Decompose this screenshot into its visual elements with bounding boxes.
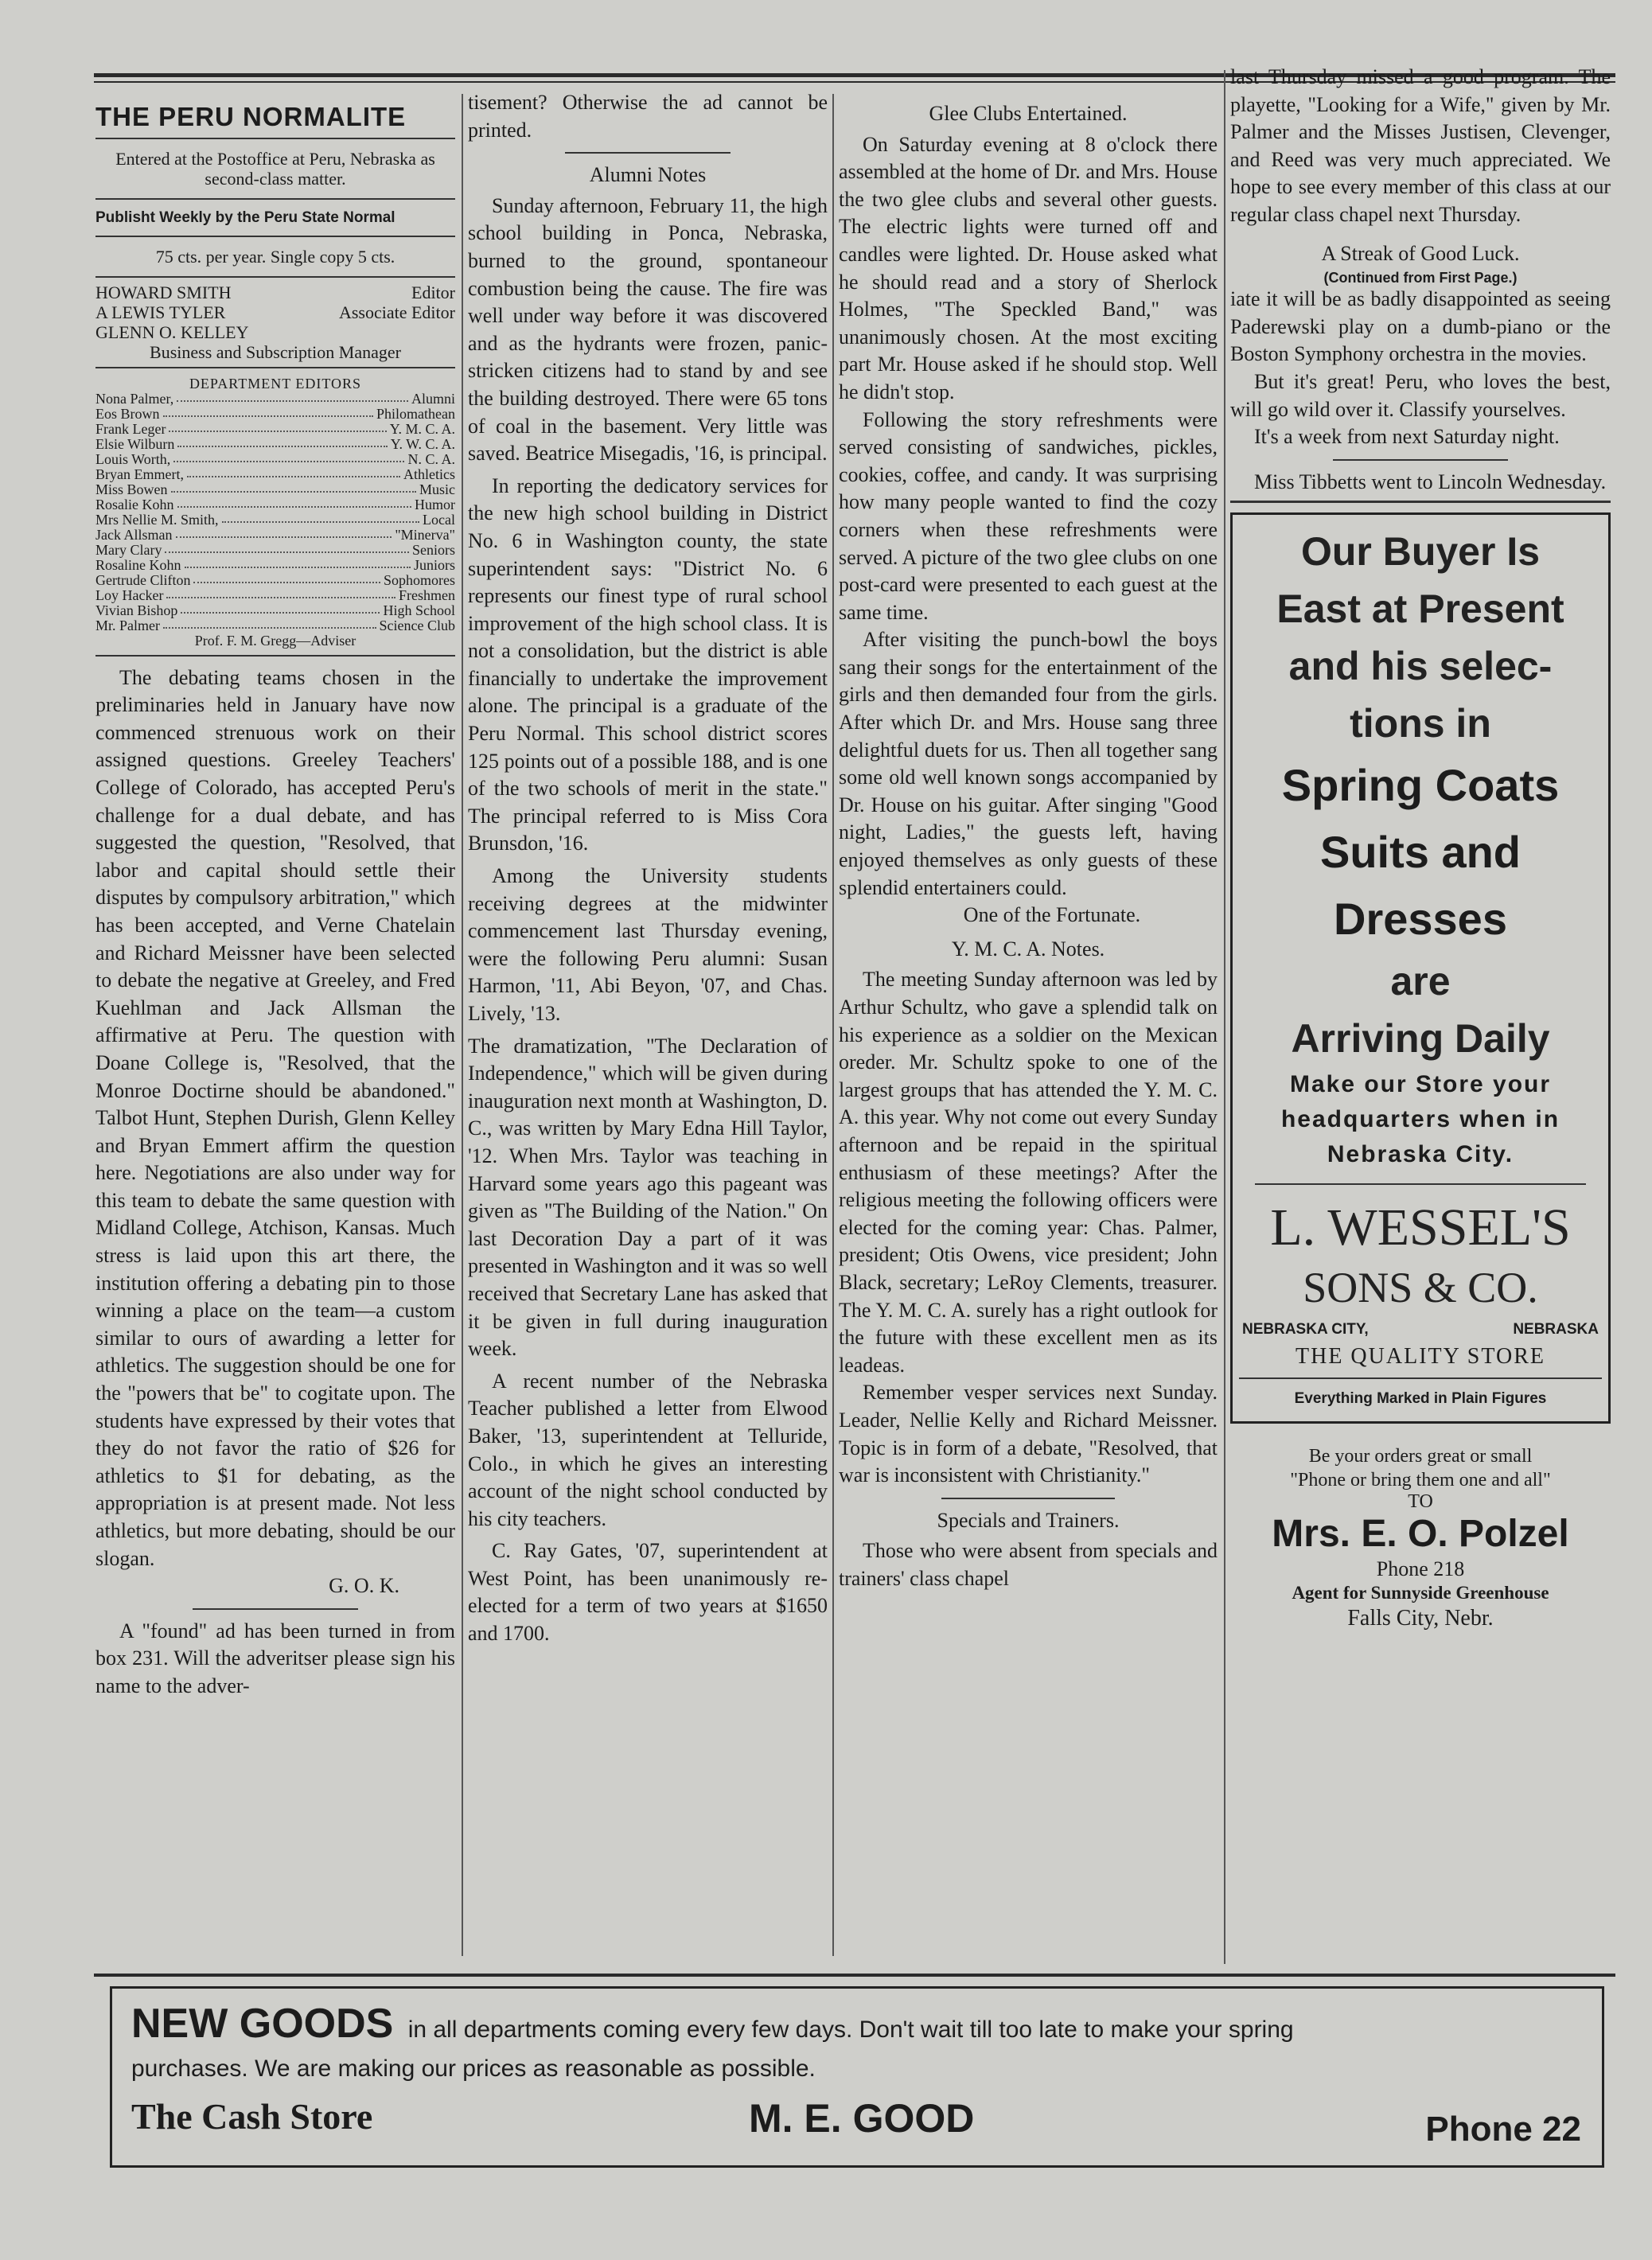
column-divider xyxy=(462,94,463,1956)
specials-paragraph: Those who were absent from specials and trainers' class chapel xyxy=(839,1539,1218,1590)
glee-paragraph: After visiting the punch-bowl the boys sang their songs for the entertainment of the girls and then demanded four from the girls. After which Dr. and Mrs. House sang three delightful duets for us. Then all together sang some old well known songs accompanied by Dr. House on his guitar. After singing "Good night, Ladies," the guests left, having enjoyed themselves as only guests of these splendid entertainers could. xyxy=(839,628,1218,899)
department-editor-row: Mrs Nellie M. Smith, Local xyxy=(95,511,455,528)
divider xyxy=(95,276,455,278)
new-goods-title: NEW GOODS xyxy=(131,2001,394,2047)
department-editor-row: Rosalie Kohn Humor xyxy=(95,496,455,512)
column-divider xyxy=(1224,70,1225,1964)
divider xyxy=(565,152,731,154)
ad-city: Falls City, Nebr. xyxy=(1347,1605,1494,1631)
price-notice: 75 cts. per year. Single copy 5 cts. xyxy=(155,246,395,267)
ad-city-row: NEBRASKA CITY, NEBRASKA xyxy=(1242,1321,1599,1338)
continued-text: last Thursday missed a good program. The playette, "Looking for a Wife," given by Mr. Palmer and the Misses Justisen, Clevenger, and Reed was very much appreciated. We hope to see every member of this class at our regular class chapel next Thursday. xyxy=(1230,65,1611,226)
ad-firm-name: SONS & CO. xyxy=(1303,1264,1538,1312)
ad-line: headquarters when in xyxy=(1280,1106,1560,1133)
ad-item: Suits and xyxy=(1319,827,1521,878)
department-editor-row: Jack Allsman "Minerva" xyxy=(95,526,455,543)
column-1 xyxy=(95,89,455,1701)
ad-phone: Phone 218 xyxy=(1376,1557,1465,1580)
ad-line: "Phone or bring them one and all" xyxy=(1290,1469,1551,1490)
department-editors-list xyxy=(95,392,455,633)
alumni-paragraph: C. Ray Gates, '07, superintendent at West Point, has been unanimously re-elected for a term of two years at $1650 and 1700. xyxy=(468,1539,828,1646)
alumni-paragraph: A recent number of the Nebraska Teacher published a letter from Elwood Baker, '13, superintendent at Telluride, Colo., in which he gives an interesting account of the night school conducted by his city teachers. xyxy=(468,1369,828,1530)
business-manager-title: Business and Subscription Manager xyxy=(150,341,401,362)
specials-heading: Specials and Trainers. xyxy=(937,1508,1120,1532)
column-divider xyxy=(832,94,834,1956)
good-luck-paragraph: But it's great! Peru, who loves the best, will go wild over it. Classify yourselves. xyxy=(1230,369,1611,421)
department-editor-row: Eos Brown Philomathean xyxy=(95,405,455,422)
ad-line: TO xyxy=(1408,1490,1433,1512)
staff-row: GLENN O. KELLEY xyxy=(95,321,249,342)
department-editor-row: Loy Hacker Freshmen xyxy=(95,586,455,603)
divider xyxy=(95,198,455,200)
good-luck-paragraph: iate it will be as badly disappointed as seeing Paderewski play on a dumb-piano or the Boston Symphony orchestra in the movies. xyxy=(1230,287,1611,366)
divider xyxy=(1239,1377,1602,1379)
bottom-rule xyxy=(94,1974,1615,1977)
ad-line: are xyxy=(1390,959,1451,1004)
ad-line: Our Buyer Is xyxy=(1300,529,1541,575)
divider xyxy=(1333,459,1508,461)
department-editor-row: Nona Palmer, Alumni xyxy=(95,390,455,407)
department-editor-row: Vivian Bishop High School xyxy=(95,602,455,618)
ad-text: in all departments coming every few days. Don't wait till too late to make your spring xyxy=(407,2016,1294,2043)
cash-store-advertisement xyxy=(110,1986,1604,2168)
divider xyxy=(95,367,455,368)
column-4 xyxy=(1230,64,1611,1632)
ad-quality: THE QUALITY STORE xyxy=(1295,1344,1545,1370)
department-editor-row: Frank Leger Y. M. C. A. xyxy=(95,420,455,437)
ad-line: Nebraska City. xyxy=(1327,1141,1514,1168)
divider xyxy=(1230,501,1611,503)
alumni-notes-heading: Alumni Notes xyxy=(589,163,707,187)
ad-line: and his selec- xyxy=(1288,644,1553,689)
ad-line: tions in xyxy=(1350,701,1491,746)
divider xyxy=(1255,1183,1586,1185)
good-luck-paragraph: It's a week from next Saturday night. xyxy=(1254,425,1560,449)
glee-paragraph: On Saturday evening at 8 o'clock there assembled at the home of Dr. and Mrs. House the two glee clubs and several other guests. The electric lights were turned off and candles were lighted. Dr. House asked what he should read and a story of Sherlock Holmes, "The Speckled Band," was unanimously chosen. At the most exciting part Mr. House asked if he should stop. Well he didn't stop. xyxy=(839,132,1218,403)
department-editor-row: Elsie Wilburn Y. W. C. A. xyxy=(95,435,455,452)
ymca-heading: Y. M. C. A. Notes. xyxy=(951,937,1105,961)
ad-line: Arriving Daily xyxy=(1291,1016,1550,1062)
ad-line: East at Present xyxy=(1276,586,1564,632)
published-notice: Publisht Weekly by the Peru State Normal xyxy=(95,208,395,226)
store-name: The Cash Store xyxy=(131,2096,373,2137)
alumni-paragraph: Among the University students receiving degrees at the midwinter commencement last Thursday evening, were the following Peru alumni: Susan Harmon, '11, Abi Beyon, '07, and Chas. Lively, '13. xyxy=(468,864,828,1025)
divider xyxy=(95,138,455,139)
local-note: Miss Tibbetts went to Lincoln Wednesday. xyxy=(1254,470,1607,493)
department-editor-row: Gertrude Clifton Sophomores xyxy=(95,571,455,588)
department-editor-row: Mary Clary Seniors xyxy=(95,541,455,558)
divider xyxy=(95,655,455,657)
alumni-paragraph: The dramatization, "The Declaration of Independence," which will be given during inauguration next month at Washington, D. C., was written by Mary Edna Hill Taylor, '12. When Mrs. Taylor was teaching in Harvard some years ago this pageant was given as "The Building of the Nation." On last Decoration Day a part of it was presented in Washington and it was so well received that Secretary Lane has asked that it be given in full during inauguration week. xyxy=(468,1034,828,1361)
glee-paragraph: Following the story refreshments were served consisting of sandwiches, pickles, cookies, coffee, and candy. It was surprising how many people wanted to find the cozy corners when these refreshments were served. A picture of the two glee clubs on one post-card were presented to each guest at the same time. xyxy=(839,407,1218,624)
adviser: Prof. F. M. Gregg—Adviser xyxy=(194,632,357,649)
department-editor-row: Louis Worth, N. C. A. xyxy=(95,450,455,467)
continued-text: tisement? Otherwise the ad cannot be printed. xyxy=(468,91,828,142)
ad-item: Spring Coats xyxy=(1281,760,1560,811)
masthead-title: THE PERU NORMALITE xyxy=(95,102,407,131)
wessel-advertisement xyxy=(1230,512,1611,1423)
store-phone: Phone 22 xyxy=(1425,2110,1581,2149)
continued-note: (Continued from First Page.) xyxy=(1323,270,1518,286)
glee-clubs-heading: Glee Clubs Entertained. xyxy=(929,102,1128,125)
column-3 xyxy=(839,94,1218,1592)
ad-firm-name: L. WESSEL'S xyxy=(1270,1198,1571,1257)
ad-line: Be your orders great or small xyxy=(1308,1445,1533,1467)
polzel-advertisement xyxy=(1230,1444,1611,1632)
column-2 xyxy=(468,89,828,1648)
article-signature: G. O. K. xyxy=(329,1574,399,1598)
ymca-paragraph: The meeting Sunday afternoon was led by Arthur Schultz, who gave a splendid talk on his experience as a soldier on the Mexican oreder. Mr. Schultz spoke to one of the largest groups that has attended the Y. M. C. A. this year. Why not come out every Sunday afternoon and be repaid in the spiritual enthusiasm of these meetings? After the religious meeting the following officers were elected for the coming year: Chas. Palmer, president; Otis Owens, vice president; John Black, secretary; LeRoy Clements, treasurer. The Y. M. C. A. surely has a right outlook for the future with these excellent men as its leadeas. xyxy=(839,968,1218,1377)
divider xyxy=(193,1608,358,1610)
divider xyxy=(95,236,455,237)
found-ad-article: A "found" ad has been turned in from box 231. Will the adveritser please sign his name to the adver- xyxy=(95,1619,455,1697)
ad-item: Dresses xyxy=(1334,894,1507,945)
glee-signature: One of the Fortunate. xyxy=(963,903,1141,927)
ymca-paragraph: Remember vesper services next Sunday. Leader, Nellie Kelly and Richard Meissner. Topic is in form of a debate, "Resolved, that war is inconsistent with Christianity." xyxy=(839,1381,1218,1487)
entered-notice: Entered at the Postoffice at Peru, Nebraska as second-class matter. xyxy=(115,148,435,189)
department-editor-row: Bryan Emmert, Athletics xyxy=(95,466,455,482)
divider xyxy=(941,1498,1116,1499)
ad-text: purchases. We are making our prices as reasonable as possible. xyxy=(131,2055,816,2082)
alumni-paragraph: Sunday afternoon, February 11, the high school building in Ponca, Nebraska, burned to the ground, spontaneour combustion being the cause. The fire was well under way before it was discovered and as the hydrants were frozen, panic-stricken citizens had to stand by and see the building destroyed. There were 65 tons of coal in the basement. Very little was saved. Beatrice Misegadis, '16, is principal. xyxy=(468,193,828,466)
debate-article: The debating teams chosen in the preliminaries held in January have now commenced strenuous work on their assigned questions. Greeley Teachers' College of Colorado, has accepted Peru's challenge for a dual debate, and has suggested the question, "Resolved, that labor and capital should settle their disputes by compulsory arbitration," which has been accepted, and Verne Chatelain and Richard Meissner have been selected to debate the negative at Greeley, and Fred Kuehlman and Jack Allsman the affirmative at Peru. The question with Doane College is, "Resolved, that the Monroe Doctirne should be abandoned." Talbot Hunt, Stephen Durish, Glenn Kelley and Bryan Emmert affirm the question here. Negotiations are also under way for this team to debate the same question with Midland College, Atchison, Kansas. Much stress is laid upon this art there, the institution offering a debating pin to those winning a place on the team—a custom similar to ours of awarding a letter for athletics. The suggestion should be one for the "powers that be" to cogitate upon. The students have expressed by their votes that they do not favor the ratio of $26 for athletics to $1 for debating, as the appropriation is at present made. Not less athletics, but more debating, should be our slogan. xyxy=(95,665,455,1570)
ad-line xyxy=(131,2000,1294,2048)
department-editor-row: Mr. Palmer Science Club xyxy=(95,617,455,633)
department-editor-row: Miss Bowen Music xyxy=(95,481,455,497)
good-luck-heading: A Streak of Good Luck. xyxy=(1321,241,1520,265)
ad-agent: Agent for Sunnyside Greenhouse xyxy=(1292,1582,1549,1603)
staff-row: A LEWIS TYLER Associate Editor xyxy=(95,302,455,322)
ad-name: Mrs. E. O. Polzel xyxy=(1272,1512,1569,1555)
store-owner: M. E. GOOD xyxy=(749,2096,975,2141)
staff-row: HOWARD SMITH Editor xyxy=(95,282,455,302)
department-editor-row: Rosaline Kohn Juniors xyxy=(95,556,455,573)
department-editors-heading: DEPARTMENT EDITORS xyxy=(189,375,362,392)
ad-line: Make our Store your xyxy=(1289,1071,1552,1098)
staff-list xyxy=(95,282,455,362)
ad-marked: Everything Marked in Plain Figures xyxy=(1294,1389,1547,1407)
alumni-paragraph: In reporting the dedicatory services for the new high school building in District No. 6 in Washington county, the state superintendent says: "District No. 6 represents our finest type of rural school improvement of the high school class. It is not a consolidation, but the district is able financially to undertake the improvement alone. The principal is a graduate of the Peru Normal. This school district scores 125 points out of a possible 188, and is one of the two schools of merit in the state." The principal referred to is Miss Cora Brunsdon, '16. xyxy=(468,473,828,855)
